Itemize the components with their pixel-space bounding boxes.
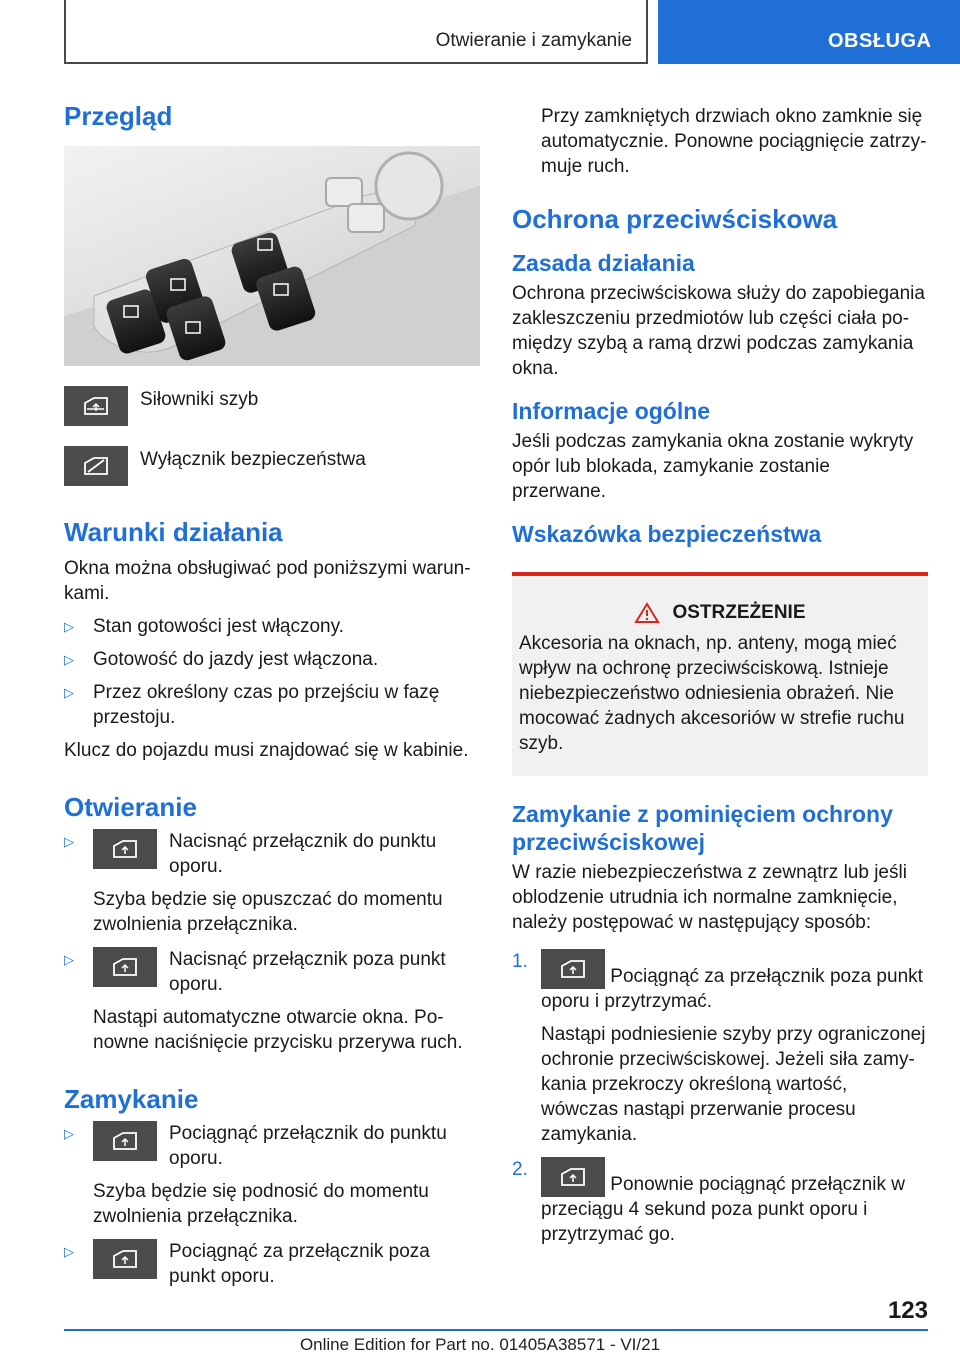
header-frame (64, 0, 648, 64)
general-info-heading: Informacje ogólne (512, 398, 711, 424)
warning-text: Akcesoria na oknach, np. anteny, mogą mieć wpływ na ochronę przeciwściskową. Istnieje niebezpieczeństwo odniesienia obrażeń. Nie mocować żadnych akcesoriów w strefie ruchu szyb. (519, 633, 905, 754)
closing-continuation: Przy zamkniętych drzwiach okno zamknie się automatycznie. Ponowne pociągnięcie zatrzy-muje ruch. (541, 106, 927, 177)
list-item: ▷ Gotowość do jazdy jest włączona. (64, 649, 379, 670)
footer-edition: Online Edition for Part no. 01405A38571 - VI/21 (299, 1335, 661, 1354)
list-item: 1. Pociągnąć za przełącznik poza punkt oporu i przytrzymać. Nastąpi podniesienie szyby przy ograniczonej ochronie przeciwściskowej. Jeżeli siła zamy-kania przekroczy określoną wartość, wówczas nastąpi przerwanie procesu zamykania. (512, 951, 926, 1145)
pinch-protection-heading: Ochrona przeciwściskowa (512, 204, 838, 234)
right-column (512, 104, 928, 1247)
warning-triangle-icon (634, 602, 660, 624)
window-switches-photo (64, 146, 480, 366)
window-switch-icon (541, 1157, 605, 1197)
conditions-intro: Okna można obsługiwać pod poniższymi warun-kami. (64, 558, 471, 604)
bypass-intro: W razie niebezpieczeństwa z zewnątrz lub jeśli oblodzenie utrudnia ich normalne zamknięcie, należy postępować w następujący sposób: (512, 862, 907, 933)
window-switch-icon (93, 947, 157, 987)
principle-heading: Zasada działania (512, 250, 695, 276)
list-item: ▷ Przez określony czas po przejściu w fazę przestoju. (64, 682, 440, 728)
list-item: ▷ Pociągnąć za przełącznik poza punkt oporu. (64, 1241, 430, 1287)
list-item: 2. Ponownie pociągnąć przełącznik w przeciągu 4 sekund poza punkt oporu i przytrzymać go. (512, 1159, 905, 1245)
legend-label: Siłowniki szyb (140, 389, 259, 410)
general-info-text: Jeśli podczas zamykania okna zostanie wykryty opór lub blokada, zamykanie zostanie przerwane. (512, 431, 914, 502)
closing-heading: Zamykanie (64, 1084, 199, 1114)
conditions-heading: Warunki działania (64, 517, 283, 547)
bypass-heading: Zamykanie z pominięciem ochrony przeciwściskowej (512, 801, 893, 855)
bullet-triangle-icon: ▷ (64, 619, 74, 634)
window-switch-icon (93, 1121, 157, 1161)
principle-text: Ochrona przeciwściskowa służy do zapobiegania zakleszczeniu przedmiotów lub części ciała po-między szybą a ramą drzwi podczas zamykania okna. (512, 283, 925, 379)
section-title: Otwieranie i zamykanie (435, 30, 632, 51)
warning-title-row: OSTRZEŻENIE (519, 600, 921, 625)
list-item: ▷ Nacisnąć przełącznik do punktu oporu. Szyba będzie się opuszczać do momentu zwolnienia przełącznika. (64, 831, 443, 935)
page-number: 123 (887, 1297, 928, 1324)
left-column (64, 100, 480, 1289)
legend-safety-switch (64, 446, 480, 486)
window-switch-icon (541, 949, 605, 989)
bullet-triangle-icon: ▷ (64, 952, 74, 967)
bullet-triangle-icon: ▷ (64, 685, 74, 700)
bullet-triangle-icon: ▷ (64, 652, 74, 667)
list-item: ▷ Nacisnąć przełącznik poza punkt oporu. Nastąpi automatyczne otwarcie okna. Po-nowne naciśnięcie przycisku przerywa ruch. (64, 949, 463, 1053)
window-switch-icon (93, 829, 157, 869)
opening-heading: Otwieranie (64, 792, 197, 822)
conditions-outro: Klucz do pojazdu musi znajdować się w kabinie. (64, 740, 469, 761)
window-switch-icon (93, 1239, 157, 1279)
chapter-tab[interactable]: OBSŁUGA (658, 0, 960, 64)
legend-label: Wyłącznik bezpieczeństwa (140, 449, 366, 470)
warning-box (512, 572, 928, 776)
safety-note-heading: Wskazówka bezpieczeństwa (512, 521, 822, 547)
bullet-triangle-icon: ▷ (64, 1126, 74, 1141)
overview-heading: Przegląd (64, 101, 173, 131)
footer-divider (64, 1329, 928, 1331)
list-item: ▷ Stan gotowości jest włączony. (64, 616, 344, 637)
bullet-triangle-icon: ▷ (64, 1244, 74, 1259)
door-panel-illustration (64, 146, 480, 366)
legend-window-actuators (64, 386, 480, 426)
bullet-triangle-icon: ▷ (64, 834, 74, 849)
window-switch-icon (64, 386, 128, 426)
safety-switch-icon (64, 446, 128, 486)
list-item: ▷ Pociągnąć przełącznik do punktu oporu. Szyba będzie się podnosić do momentu zwolnienia przełącznika. (64, 1123, 447, 1227)
